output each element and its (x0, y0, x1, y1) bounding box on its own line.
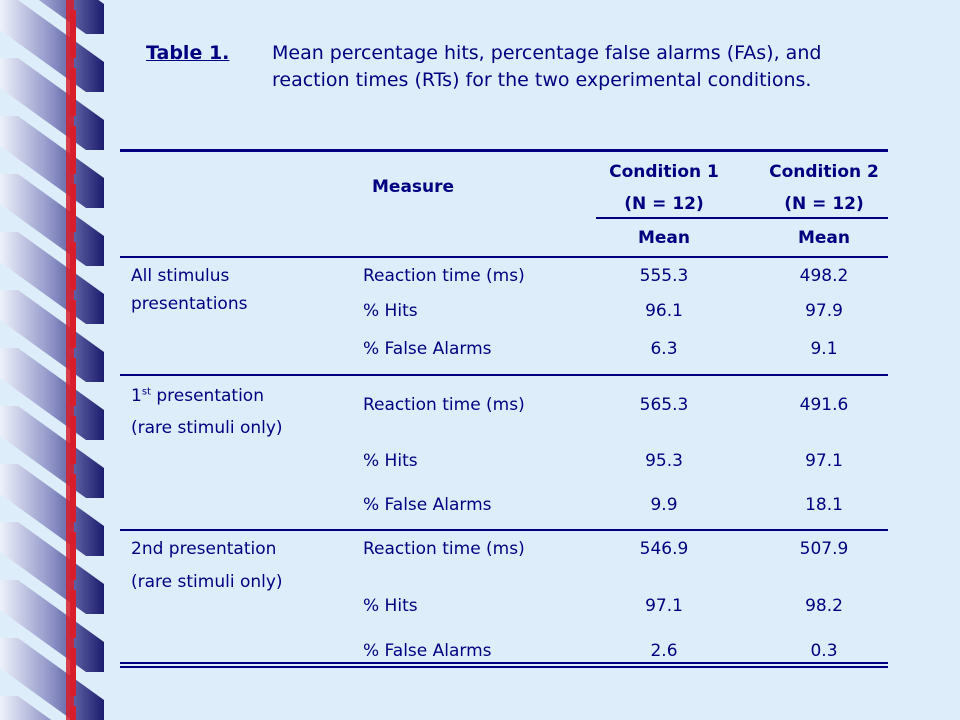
header-condition-1-n: (N = 12) (624, 194, 704, 214)
group-label-first-superscript: st (141, 386, 151, 398)
row-measure: % False Alarms (363, 495, 492, 515)
header-bottom-rule (120, 256, 888, 258)
group-label-second-line1: 2nd presentation (131, 539, 277, 559)
row-value-condition-2: 18.1 (805, 495, 843, 515)
group-label-first-word: presentation (150, 386, 264, 406)
group-label-second-line2: (rare stimuli only) (131, 572, 283, 592)
row-value-condition-2: 498.2 (799, 266, 849, 286)
group-label-first-line2: (rare stimuli only) (131, 418, 283, 438)
header-condition-1: Condition 1 (609, 162, 719, 182)
row-value-condition-1: 96.1 (645, 301, 683, 321)
row-value-condition-1: 546.9 (639, 539, 689, 559)
row-value-condition-1: 9.9 (650, 495, 678, 515)
condition-header-rule (596, 217, 888, 219)
group-label-first-number: 1 (131, 386, 142, 406)
row-value-condition-2: 97.9 (805, 301, 843, 321)
group-label-all-line1: All stimulus (131, 266, 230, 286)
row-measure: % Hits (363, 596, 418, 616)
row-measure: Reaction time (ms) (363, 395, 525, 415)
row-value-condition-1: 2.6 (650, 641, 678, 661)
table-top-rule (120, 149, 888, 152)
row-value-condition-1: 565.3 (639, 395, 689, 415)
group-label-all-line2: presentations (131, 294, 248, 314)
row-measure: % Hits (363, 451, 418, 471)
table-bottom-rule-2 (120, 666, 888, 668)
row-value-condition-1: 95.3 (645, 451, 683, 471)
header-mean-1: Mean (637, 228, 691, 248)
row-value-condition-2: 98.2 (805, 596, 843, 616)
row-measure: Reaction time (ms) (363, 266, 525, 286)
header-mean-2: Mean (797, 228, 851, 248)
row-value-condition-1: 6.3 (650, 339, 678, 359)
row-measure: % Hits (363, 301, 418, 321)
decorative-ribbon (0, 0, 108, 720)
table-bottom-rule-1 (120, 662, 888, 664)
header-condition-2-n: (N = 12) (784, 194, 864, 214)
row-value-condition-2: 491.6 (799, 395, 849, 415)
header-measure: Measure (372, 177, 455, 197)
ribbon-red-post (66, 0, 74, 720)
row-measure: % False Alarms (363, 339, 492, 359)
group-1-rule (120, 374, 888, 376)
table-title-label: Table 1. (146, 42, 230, 64)
table-title-text: Mean percentage hits, percentage false alarms (FAs), and reaction times (RTs) for the two experimental conditions. (272, 42, 822, 91)
row-value-condition-2: 97.1 (805, 451, 843, 471)
row-measure: Reaction time (ms) (363, 539, 525, 559)
row-value-condition-1: 97.1 (645, 596, 683, 616)
row-value-condition-2: 9.1 (810, 339, 838, 359)
row-value-condition-1: 555.3 (639, 266, 689, 286)
group-2-rule (120, 529, 888, 531)
row-value-condition-2: 507.9 (799, 539, 849, 559)
row-value-condition-2: 0.3 (810, 641, 838, 661)
row-measure: % False Alarms (363, 641, 492, 661)
group-label-first-line1 (131, 386, 264, 406)
header-condition-2: Condition 2 (769, 162, 879, 182)
